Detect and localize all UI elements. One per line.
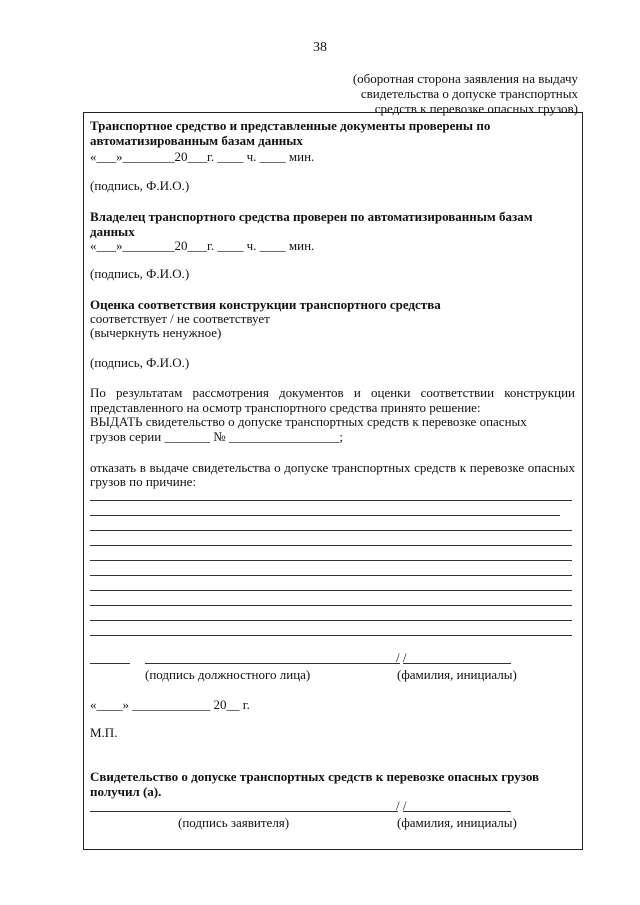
- reason-line[interactable]: [90, 590, 572, 591]
- reason-line[interactable]: [90, 620, 572, 621]
- applicant-signature-label: (подпись заявителя): [178, 815, 290, 830]
- official-signature-line-left[interactable]: [90, 663, 130, 664]
- reason-line[interactable]: [90, 500, 572, 501]
- decision-line-2: представленного на осмотр транспортного средства принято решение:: [90, 400, 481, 415]
- page-number: 38: [313, 40, 327, 55]
- header-line-3: средств к перевозке опасных грузов): [374, 101, 578, 116]
- header-line-2: свидетельства о допуске транспортных: [360, 86, 578, 101]
- section2-title-line-2: данных: [90, 224, 135, 239]
- reason-line[interactable]: [90, 605, 572, 606]
- official-signature-label: (подпись должностного лица): [145, 667, 311, 682]
- reason-line[interactable]: [90, 560, 572, 561]
- applicant-name-line[interactable]: [403, 811, 511, 812]
- reason-line[interactable]: [90, 575, 572, 576]
- section1-title-line-2: автоматизированным базам данных: [90, 133, 303, 148]
- section3-options: соответствует / не соответствует: [90, 311, 270, 326]
- decision-issue-line-2: грузов серии _______ № _________________;: [90, 429, 343, 444]
- section3-title: Оценка соответствия конструкции транспортного средства: [90, 297, 441, 312]
- header-line-1: (оборотная сторона заявления на выдачу: [352, 71, 578, 86]
- decision-issue-line-1: ВЫДАТЬ свидетельство о допуске транспортных средств к перевозке опасных: [90, 414, 527, 429]
- section1-datetime: «___»________20___г. ____ ч. ____ мин.: [90, 149, 315, 164]
- official-signature-line[interactable]: [145, 663, 400, 664]
- receipt-title-line-1: Свидетельство о допуске транспортных средств к перевозке опасных грузов: [90, 769, 540, 784]
- receipt-title-line-2: получил (а).: [90, 784, 162, 799]
- section1-signature: (подпись, Ф.И.О.): [90, 178, 190, 193]
- stamp-label: М.П.: [90, 725, 118, 740]
- official-date: «____» ____________ 20__ г.: [90, 697, 250, 712]
- section2-signature: (подпись, Ф.И.О.): [90, 266, 190, 281]
- official-name-line[interactable]: [403, 663, 511, 664]
- applicant-signature-line[interactable]: [90, 811, 398, 812]
- decision-refuse-line-2: грузов по причине:: [90, 474, 197, 489]
- section2-datetime: «___»________20___г. ____ ч. ____ мин.: [90, 238, 315, 253]
- decision-line-1: По результатам рассмотрения документов и оценки соответствии конструкции: [90, 385, 575, 400]
- section3-note: (вычеркнуть ненужное): [90, 325, 222, 340]
- section2-title-line-1: Владелец транспортного средства проверен по автоматизированным базам: [90, 209, 533, 224]
- decision-refuse-line-1: отказать в выдаче свидетельства о допуске транспортных средств к перевозке опасных: [90, 460, 575, 475]
- section1-title-line-1: Транспортное средство и представленные документы проверены по: [90, 118, 491, 133]
- receipt-slashes: / /: [396, 798, 407, 813]
- reason-line[interactable]: [90, 635, 572, 636]
- reason-line[interactable]: [90, 515, 560, 516]
- reason-line[interactable]: [90, 545, 572, 546]
- reason-line[interactable]: [90, 530, 572, 531]
- official-name-label: (фамилия, инициалы): [397, 667, 517, 682]
- official-slashes: / /: [396, 650, 407, 665]
- applicant-name-label: (фамилия, инициалы): [397, 815, 517, 830]
- section3-signature: (подпись, Ф.И.О.): [90, 355, 190, 370]
